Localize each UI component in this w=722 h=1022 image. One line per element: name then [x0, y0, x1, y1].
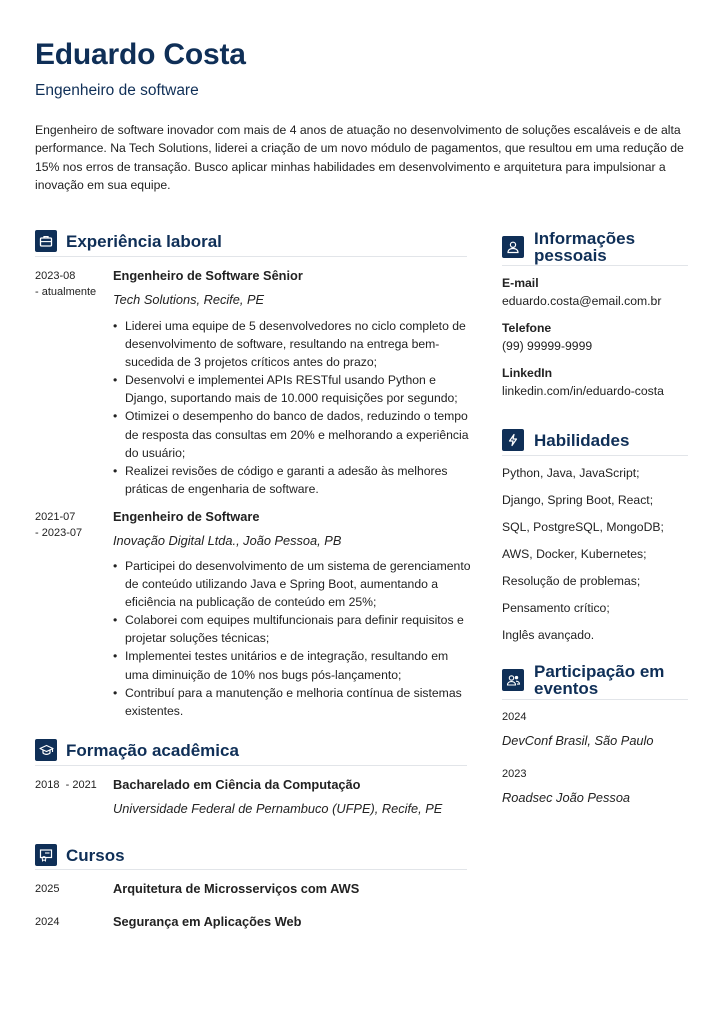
job-1-title: Engenheiro de Software Sênior	[113, 268, 303, 283]
job-2-date: 2021-07 - 2023-07	[35, 511, 83, 539]
event-2-year: 2023	[502, 768, 527, 780]
list-item: • Otimizei o desempenho do banco de dados, reduzindo o tempo de resposta das consultas em 20% e melhorando a experiência do usuário;	[113, 407, 471, 461]
education-degree: Bacharelado em Ciência da Computação	[113, 777, 361, 792]
skills-divider	[502, 455, 688, 456]
courses-title: Cursos	[66, 845, 125, 865]
job-2-company: Inovação Digital Ltda., João Pessoa, PB	[113, 533, 342, 548]
education-school: Universidade Federal de Pernambuco (UFPE), Recife, PE	[113, 801, 443, 816]
skill-item: Django, Spring Boot, React;	[502, 493, 654, 507]
course-2-name: Segurança em Aplicações Web	[113, 914, 302, 929]
education-heading	[35, 739, 239, 761]
job-2-bullets	[113, 557, 471, 720]
education-title: Formação acadêmica	[66, 740, 239, 760]
course-1-name: Arquitetura de Microsserviços com AWS	[113, 881, 360, 896]
certificate-icon	[35, 844, 57, 866]
briefcase-icon	[35, 230, 57, 252]
personal-info-heading	[502, 230, 635, 264]
list-item: • Liderei uma equipe de 5 desenvolvedores no ciclo completo de desenvolvimento de software, resultando na entrega bem-sucedida de 3 projetos críticos antes do prazo;	[113, 317, 471, 371]
profile-summary: Engenheiro de software inovador com mais de 4 anos de atuação no desenvolvimento de soluções escaláveis e de alta performance. Na Tech Solutions, liderei a criação de um novo módulo de pagamentos, que resultou em uma redução de 15% nos erros de transação. Busco aplicar minhas habilidades em desenvolvimento e arquitetura para impulsionar a inovação em sua equipe.	[35, 123, 684, 192]
list-item: • Contribuí para a manutenção e melhoria contínua de sistemas existentes.	[113, 684, 471, 720]
job-1-bullets	[113, 317, 471, 498]
job-title-header: Engenheiro de software	[35, 82, 199, 99]
skill-item: Pensamento crítico;	[502, 601, 610, 615]
event-2-name: Roadsec João Pessoa	[502, 790, 631, 805]
list-item: • Colaborei com equipes multifuncionais para definir requisitos e projetar soluções técnicas;	[113, 611, 471, 647]
skill-item: SQL, PostgreSQL, MongoDB;	[502, 520, 664, 534]
list-item: • Implementei testes unitários e de integração, resultando em uma diminuição de 10% nos bugs pós-lançamento;	[113, 647, 471, 683]
person-name: Eduardo Costa	[35, 38, 246, 71]
skills-title: Habilidades	[534, 430, 630, 450]
personal-info-title: Informações pessoais	[534, 229, 636, 265]
phone-label: Telefone	[502, 321, 552, 335]
linkedin-value: linkedin.com/in/eduardo-costa	[502, 384, 664, 398]
person-icon	[502, 236, 524, 258]
people-icon	[502, 669, 524, 691]
email-label: E-mail	[502, 276, 539, 290]
experience-title: Experiência laboral	[66, 231, 222, 251]
events-heading	[502, 663, 664, 697]
experience-divider	[35, 256, 467, 257]
email-value: eduardo.costa@email.com.br	[502, 294, 662, 308]
education-divider	[35, 765, 467, 766]
courses-heading	[35, 844, 125, 866]
list-item: • Participei do desenvolvimento de um sistema de gerenciamento de conteúdo utilizando Java e Spring Boot, aumentando a eficiência na publicação de conteúdo em 25%;	[113, 557, 471, 611]
graduation-cap-icon	[35, 739, 57, 761]
skill-item: Python, Java, JavaScript;	[502, 466, 640, 480]
skills-heading	[502, 429, 629, 451]
lightning-icon	[502, 429, 524, 451]
list-item: • Realizei revisões de código e garanti a adesão às melhores práticas de engenharia de software.	[113, 462, 471, 498]
experience-heading	[35, 230, 222, 252]
skill-item: AWS, Docker, Kubernetes;	[502, 547, 647, 561]
education-date: 2018 - 2021	[35, 779, 97, 791]
phone-value: (99) 99999-9999	[502, 339, 593, 353]
courses-divider	[35, 869, 467, 870]
events-divider	[502, 699, 688, 700]
job-1-company: Tech Solutions, Recife, PE	[113, 292, 265, 307]
linkedin-label: LinkedIn	[502, 366, 553, 380]
job-2-title: Engenheiro de Software	[113, 509, 260, 524]
event-1-year: 2024	[502, 711, 527, 723]
events-title: Participação em eventos	[534, 662, 665, 698]
skill-item: Resolução de problemas;	[502, 574, 641, 588]
course-2-year: 2024	[35, 916, 60, 928]
list-item: • Desenvolvi e implementei APIs RESTful usando Python e Django, suportando mais de 10.000 requisições por segundo;	[113, 371, 471, 407]
event-1-name: DevConf Brasil, São Paulo	[502, 733, 654, 748]
job-1-date: 2023-08 - atualmente	[35, 270, 97, 298]
personal-info-divider	[502, 265, 688, 266]
skill-item: Inglês avançado.	[502, 628, 595, 642]
course-1-year: 2025	[35, 883, 60, 895]
